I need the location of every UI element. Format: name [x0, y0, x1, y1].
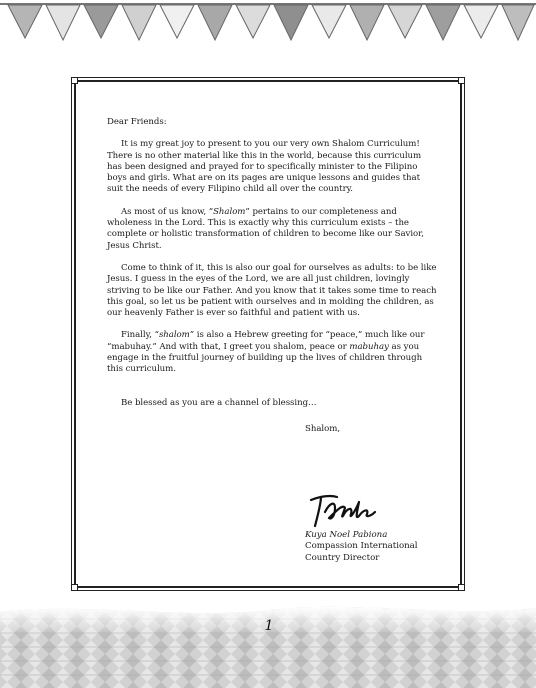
- signatory-title: Country Director: [305, 552, 380, 563]
- letter-blessing: Be blessed as you are a channel of blessing…: [121, 397, 317, 408]
- letter-body: [107, 117, 437, 435]
- emphasis: Shalom: [213, 206, 246, 217]
- letter-paragraph-3: Come to think of it, this is also our goal for ourselves as adults: to be like Jesus. I guess in the eyes of the Lord, we are all just children, lovingly striving to be like our Father. And you know that it takes some time to reach this goal, so let us be patient with ourselves and in molding the children, as our heavenly Father is ever so faithful and patient with us.: [107, 262, 437, 319]
- emphasis: shalom: [158, 330, 190, 341]
- handwritten-signature: [307, 490, 379, 530]
- signatory-organization: Compassion International: [305, 541, 418, 552]
- emphasis: mabuhay: [349, 341, 389, 352]
- text-run: as you engage in the fruitful journey of building up the lives of children through this curriculum.: [107, 341, 423, 375]
- woven-mat-footer: [0, 598, 536, 688]
- letter-paragraph-1: It is my great joy to present to you our very own Shalom Curriculum! There is no other material like this in the world, because this curriculum has been designed and prayed for to specifically minister to the Filipino boys and girls. What are on its pages are unique lessons and guides that suit the needs of every Filipino child all over the country.: [107, 139, 422, 195]
- letter-closing: Shalom,: [305, 423, 340, 434]
- frame-corner: [71, 584, 78, 591]
- frame-corner: [458, 584, 465, 591]
- letter-greeting: Dear Friends:: [107, 117, 167, 127]
- letter-paragraph-2: [107, 207, 437, 252]
- bunting-flags: [8, 5, 534, 40]
- frame-corner: [71, 77, 78, 84]
- signature-block: [305, 490, 445, 564]
- text-run: ” pertains to our completeness and wholeness in the Lord. This is exactly why this curriculum exists – the complete or holistic transformation of children to become like our Savior, Jesus Christ.: [107, 206, 424, 251]
- frame-corner: [458, 77, 465, 84]
- text-run: As most of us know, “: [121, 206, 214, 217]
- signatory-name: Kuya Noel Pabiona: [305, 530, 388, 540]
- bunting-banner: [0, 0, 536, 60]
- text-run: Finally, “: [121, 330, 159, 341]
- text-run: ” is also a Hebrew greeting for “peace,” much like our “mabuhay.” And with that, I greet you shalom, peace or: [107, 330, 425, 352]
- page-number: 1: [264, 618, 274, 634]
- letter-paragraph-4: [107, 330, 437, 375]
